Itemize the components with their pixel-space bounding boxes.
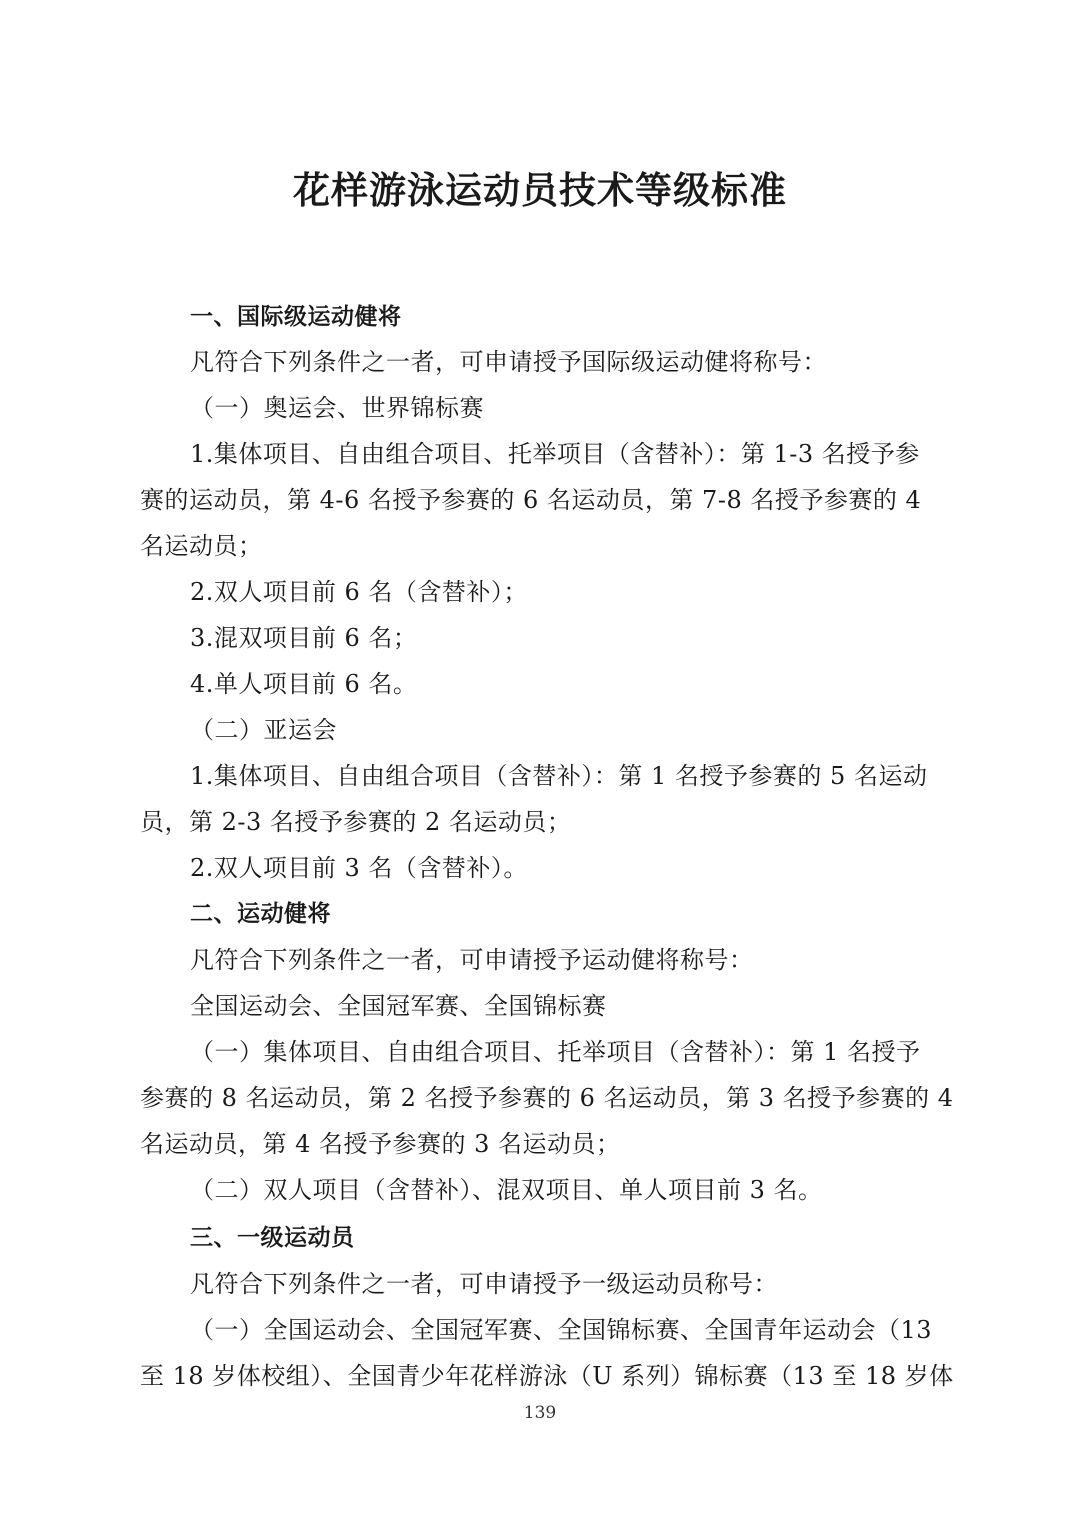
section-heading-first-class: 三、一级运动员 bbox=[190, 1225, 355, 1251]
page-title: 花样游泳运动员技术等级标准 bbox=[293, 168, 787, 212]
paragraph-line: 全国运动会、全国冠军赛、全国锦标赛 bbox=[190, 992, 607, 1020]
paragraph-line: 凡符合下列条件之一者，可申请授予国际级运动健将称号： bbox=[190, 348, 827, 376]
section-heading-master: 二、运动健将 bbox=[190, 901, 331, 927]
paragraph-line: 1.集体项目、自由组合项目（含替补）：第 1 名授予参赛的 5 名运动 bbox=[190, 762, 928, 790]
paragraph-line: 名运动员，第 4 名授予参赛的 3 名运动员； bbox=[140, 1130, 621, 1158]
subheading-olympics-worlds: （一）奥运会、世界锦标赛 bbox=[190, 394, 484, 422]
paragraph-line: 凡符合下列条件之一者，可申请授予一级运动员称号： bbox=[190, 1270, 778, 1298]
paragraph-line: （一）集体项目、自由组合项目、托举项目（含替补）：第 1 名授予 bbox=[190, 1038, 921, 1066]
page-number: 139 bbox=[523, 1403, 557, 1423]
paragraph-line: 员，第 2-3 名授予参赛的 2 名运动员； bbox=[140, 808, 572, 836]
paragraph-line: 至 18 岁体校组）、全国青少年花样游泳（U 系列）锦标赛（13 至 18 岁体 bbox=[140, 1362, 954, 1390]
paragraph-line: 参赛的 8 名运动员，第 2 名授予参赛的 6 名运动员，第 3 名授予参赛的 4 bbox=[140, 1084, 954, 1112]
paragraph-line: 2.双人项目前 3 名（含替补）。 bbox=[190, 854, 528, 882]
paragraph-line: （一）全国运动会、全国冠军赛、全国锦标赛、全国青年运动会（13 bbox=[190, 1316, 933, 1344]
paragraph-line: （二）双人项目（含替补）、混双项目、单人项目前 3 名。 bbox=[190, 1176, 823, 1204]
paragraph-line: 3.混双项目前 6 名； bbox=[190, 624, 418, 652]
paragraph-line: 赛的运动员，第 4-6 名授予参赛的 6 名运动员，第 7-8 名授予参赛的 4 bbox=[140, 486, 922, 514]
subheading-asian-games: （二）亚运会 bbox=[190, 716, 337, 744]
paragraph-line: 2.双人项目前 6 名（含替补）； bbox=[190, 578, 528, 606]
paragraph-line: 名运动员； bbox=[140, 532, 263, 560]
paragraph-line: 1.集体项目、自由组合项目、托举项目（含替补）：第 1-3 名授予参 bbox=[190, 440, 920, 468]
section-heading-international-master: 一、国际级运动健将 bbox=[190, 304, 402, 330]
paragraph-line: 凡符合下列条件之一者，可申请授予运动健将称号： bbox=[190, 946, 754, 974]
paragraph-line: 4.单人项目前 6 名。 bbox=[190, 670, 418, 698]
